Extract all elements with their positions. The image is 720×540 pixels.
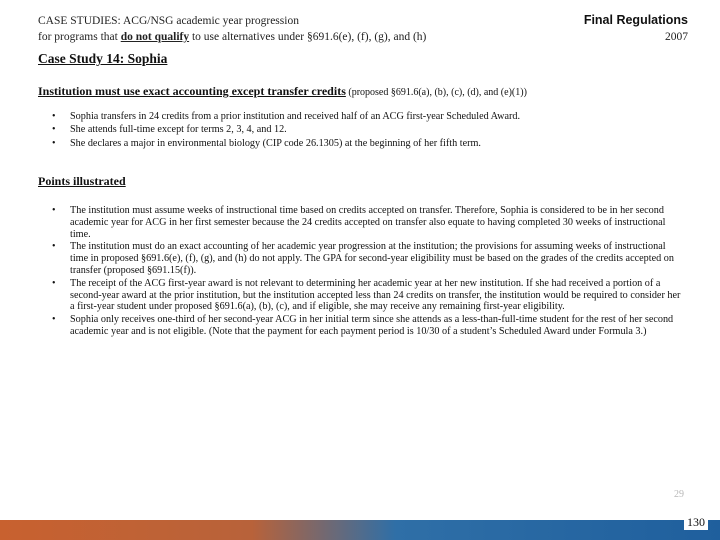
- section-2-heading-text: Points illustrated: [38, 174, 126, 188]
- header-right: [584, 12, 688, 45]
- section-2-item: • Sophia only receives one-third of her second-year ACG in her initial term since she attends as a less-than-full-time student for the rest of her second academic year and is not eligible. (Note that the payment for each payment period is 10/30 of a student’s Scheduled Award under Formula 3.): [50, 314, 686, 338]
- section-2-heading: [38, 174, 126, 189]
- section-2-item: • The institution must assume weeks of instructional time based on credits accepted on transfer. Therefore, Sophia is considered to be in her second academic year for ACG in her first semester because the 24 credits accepted on transfer also equate to having completed 30 weeks of instructional time.: [50, 205, 686, 240]
- section-2-item: • The receipt of the ACG first-year award is not relevant to determining her academic year at her new institution. If she had received a portion of a second-year award at the prior institution, but the institution accepted less than 24 credits on transfer, the institution would be required to consider her a first-year student under proposed §691.6(a), (b), (c), and if eligible, she may receive any remaining first-year eligibility.: [50, 278, 686, 313]
- section-1-item: • She declares a major in environmental biology (CIP code 26.1305) at the beginning of her fifth term.: [50, 138, 690, 150]
- section-1-item: • Sophia transfers in 24 credits from a prior institution and received half of an ACG first-year Scheduled Award.: [50, 111, 690, 123]
- section-1-item: • She attends full-time except for terms 2, 3, 4, and 12.: [50, 124, 690, 136]
- header-line-2: [38, 29, 426, 45]
- page-number: 130: [684, 515, 708, 530]
- section-2-item: • The institution must do an exact accounting of her academic year progression at the institution; the provisions for assuming weeks of instructional time in proposed §691.6(e), (f), (g), and (h) do not apply. The GPA for second-year eligibility must be based on the grades of the credits accepted on transfer (proposed §691.15(f)).: [50, 241, 686, 276]
- header-line-2-emphasis: do not qualify: [120, 31, 190, 43]
- document-title: Final Regulations: [583, 13, 688, 27]
- section-1-heading-text: Institution must use exact accounting except transfer credits: [38, 84, 346, 98]
- slide-number: 29: [674, 489, 684, 500]
- header-line-1: CASE STUDIES: ACG/NSG academic year progression: [38, 15, 299, 27]
- section-1-heading: [38, 84, 527, 99]
- document-year: 2007: [665, 31, 688, 43]
- header-line-2-pre: for programs that: [38, 31, 121, 43]
- case-study-title: Case Study 14: Sophia: [38, 51, 168, 66]
- section-1-list: [50, 111, 690, 149]
- section-1-subheading: (proposed §691.6(a), (b), (c), (d), and (e)(1)): [345, 87, 527, 98]
- footer-band: [0, 520, 720, 540]
- header-line-2-post: to use alternatives under §691.6(e), (f), (g), and (h): [189, 31, 427, 43]
- section-2-list: [50, 205, 686, 338]
- header-left: [38, 13, 426, 45]
